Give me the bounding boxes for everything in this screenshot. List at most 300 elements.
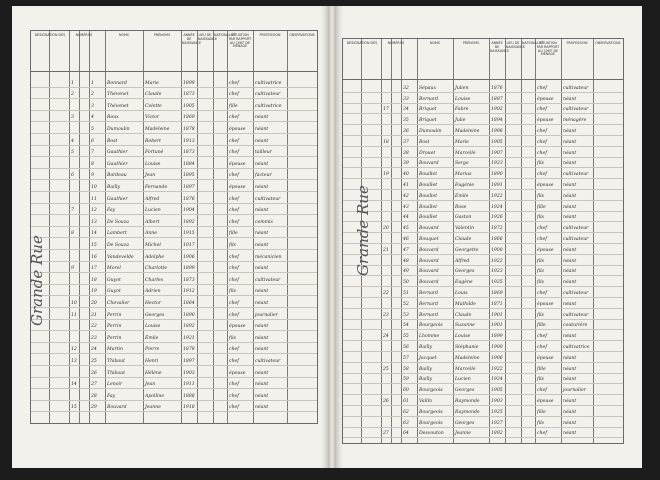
right-cell-situation: chef: [537, 150, 547, 156]
left-row-rule: [31, 307, 317, 308]
left-cell-nom: Perrin: [107, 324, 122, 330]
left-row-rule: [31, 98, 317, 99]
left-cell-prenom: Jean: [145, 173, 156, 179]
right-cell-profession: néant: [563, 96, 577, 102]
right-cell-situation: épouse: [537, 355, 554, 361]
left-cell-profession: néant: [255, 370, 269, 376]
left-row-rule: [31, 133, 317, 134]
left-cell-prenom: Victor: [145, 115, 160, 121]
left-cell-house: 10: [71, 301, 77, 306]
left-cell-prenom: Alfred: [145, 196, 160, 202]
right-cell-nom: Bouillet: [419, 183, 438, 188]
left-cell-house: 3: [71, 115, 74, 121]
right-cell-annee: 1892: [491, 431, 503, 437]
left-cell-profession: néant: [255, 335, 269, 341]
left-cell-profession: néant: [255, 208, 269, 214]
left-cell-annee: 1911: [183, 382, 195, 388]
left-row-rule: [31, 168, 317, 169]
right-cell-profession: néant: [563, 183, 577, 188]
left-row-rule: [31, 179, 317, 180]
street-name-left: Grande Rue: [28, 235, 46, 326]
left-row-rule: [31, 121, 317, 122]
left-header-designations: DÉSIGNATION DES: [34, 33, 66, 37]
right-row-rule: [343, 286, 623, 287]
left-cell-person: 24: [91, 347, 97, 353]
right-cell-person: 60: [403, 388, 409, 394]
right-cell-annee: 1922: [491, 366, 503, 372]
right-cell-situation: fils: [537, 215, 544, 221]
right-cell-profession: cultivatrice: [563, 345, 590, 350]
right-cell-person: 34: [403, 107, 409, 113]
right-cell-house: 17: [383, 107, 389, 113]
left-cell-prenom: Lucien: [145, 208, 161, 214]
left-row-rule: [31, 110, 317, 111]
right-cell-annee: 1923: [491, 269, 503, 275]
right-row-rule: [343, 232, 623, 233]
right-cell-person: 63: [403, 420, 409, 426]
left-cell-annee: 1892: [183, 324, 195, 330]
left-cell-person: 23: [91, 335, 97, 341]
right-cell-situation: épouse: [537, 96, 554, 102]
right-cell-profession: cultivateur: [563, 226, 589, 232]
right-cell-person: 46: [403, 237, 409, 242]
right-row-rule: [343, 297, 623, 298]
right-cell-annee: 1903: [491, 399, 503, 404]
right-cell-person: 42: [403, 193, 409, 199]
right-cell-prenom: Louise: [455, 96, 471, 102]
right-cell-profession: néant: [563, 399, 577, 404]
right-cell-profession: néant: [563, 139, 577, 145]
left-cell-annee: 1912: [183, 289, 195, 295]
right-cell-profession: cultivateur: [563, 291, 589, 296]
left-cell-nom: Morel: [107, 266, 121, 272]
left-cell-profession: tailleur: [255, 150, 272, 156]
left-cell-profession: néant: [255, 382, 269, 388]
left-row-rule: [31, 319, 317, 320]
left-cell-situation: fille: [229, 103, 238, 109]
left-cell-prenom: Claude: [145, 92, 162, 98]
right-row-rule: [343, 319, 623, 320]
left-cell-profession: néant: [255, 347, 269, 353]
right-cell-person: 38: [403, 150, 409, 156]
right-cell-person: 41: [403, 183, 409, 188]
left-cell-person: 22: [91, 324, 97, 330]
right-cell-person: 33: [403, 96, 409, 102]
right-cell-prenom: Claude: [455, 312, 472, 318]
left-cell-nom: Martin: [107, 347, 123, 353]
right-row-rule: [343, 221, 623, 222]
left-cell-profession: mécanicien: [255, 254, 282, 260]
left-cell-situation: chef: [229, 312, 239, 318]
right-cell-nom: Bernard: [419, 312, 439, 318]
right-cell-annee: 1871: [491, 301, 503, 307]
left-cell-annee: 1906: [183, 254, 195, 260]
left-cell-person: 6: [91, 138, 94, 144]
right-cell-prenom: Fabre: [455, 107, 469, 113]
right-cell-profession: cultivateur: [563, 172, 589, 178]
right-column-divider: [505, 39, 506, 443]
right-cell-situation: fille: [537, 204, 546, 210]
left-cell-person: 11: [91, 196, 97, 202]
right-row-rule: [343, 103, 623, 104]
right-cell-profession: néant: [563, 431, 577, 437]
left-cell-annee: 1884: [183, 161, 195, 167]
left-cell-situation: chef: [229, 266, 239, 272]
right-row-rule: [343, 200, 623, 201]
left-cell-profession: cultivateur: [255, 277, 281, 283]
right-cell-annee: 1926: [491, 215, 503, 221]
right-cell-person: 37: [403, 139, 409, 145]
left-cell-nom: Vandevelde: [107, 254, 134, 260]
left-row-rule: [31, 191, 317, 192]
right-cell-nom: Bouquet: [419, 237, 439, 242]
left-cell-situation: fils: [229, 289, 236, 295]
right-cell-annee: 1922: [491, 258, 503, 264]
left-row-rule: [31, 237, 317, 238]
right-cell-nom: Bourgeois: [419, 409, 443, 415]
left-cell-profession: cultivatrice: [255, 103, 282, 109]
right-cell-profession: cultivateur: [563, 237, 589, 242]
left-row-rule: [31, 295, 317, 296]
left-cell-situation: épouse: [229, 185, 246, 190]
left-row-rule: [31, 214, 317, 215]
left-row-rule: [31, 400, 317, 401]
right-cell-nom: Dumoulin: [419, 129, 442, 134]
right-cell-profession: cultivateur: [563, 312, 589, 318]
right-cell-nom: Bourgeois: [419, 388, 443, 394]
right-cell-nom: Bouillet: [419, 204, 438, 210]
left-cell-nom: Thévenet: [107, 92, 129, 98]
right-cell-profession: néant: [563, 366, 577, 372]
left-cell-nom: Guyot: [107, 289, 121, 295]
left-cell-annee: 1869: [183, 115, 195, 121]
right-cell-nom: Briquet: [419, 118, 437, 124]
right-row-rule: [343, 427, 623, 428]
right-cell-nom: Bourgeois: [419, 323, 443, 329]
right-row-rule: [343, 308, 623, 309]
right-cell-house: 23: [383, 312, 389, 318]
right-header-nationalite: NATIONALITÉ: [522, 41, 544, 45]
right-cell-profession: néant: [563, 193, 577, 199]
right-header-lieu: LIEU DE NAISSANCE: [506, 41, 526, 49]
left-cell-house: 2: [71, 92, 74, 98]
left-cell-nom: Perrin: [107, 335, 122, 341]
left-cell-nom: Fay: [107, 208, 116, 214]
right-cell-nom: Bouillet: [419, 193, 438, 199]
left-header-annee: ANNÉE DE NAISSANCE: [182, 33, 202, 45]
right-cell-annee: 1901: [491, 312, 503, 318]
right-cell-prenom: Marie: [455, 139, 469, 145]
left-cell-prenom: Michel: [145, 243, 161, 248]
right-header-divider: [343, 79, 623, 80]
left-cell-prenom: Henri: [145, 359, 159, 364]
right-cell-situation: chef: [537, 334, 547, 340]
right-column-divider: [521, 39, 522, 443]
right-cell-person: 44: [403, 215, 409, 221]
right-cell-person: 56: [403, 345, 409, 350]
left-cell-situation: chef: [229, 382, 239, 388]
right-cell-house: 24: [383, 334, 389, 340]
left-cell-prenom: Charles: [145, 277, 163, 283]
left-cell-prenom: Jeanne: [145, 405, 161, 411]
right-cell-nom: Bouvard: [419, 258, 439, 264]
left-cell-situation: chef: [229, 347, 239, 353]
left-header-profession: PROFESSION: [259, 33, 281, 37]
right-cell-prenom: Julien: [455, 85, 469, 91]
right-cell-profession: journalier: [563, 388, 586, 394]
right-row-rule: [343, 362, 623, 363]
left-cell-person: 10: [91, 185, 97, 190]
right-cell-nom: Bouvard: [419, 280, 439, 286]
right-row-rule: [343, 92, 623, 93]
right-cell-profession: cultivateur: [563, 107, 589, 113]
left-cell-annee: 1873: [183, 150, 195, 156]
right-cell-person: 54: [403, 323, 409, 329]
right-cell-person: 59: [403, 377, 409, 383]
census-table-right: [342, 38, 624, 444]
right-row-rule: [343, 416, 623, 417]
right-cell-profession: néant: [563, 247, 577, 253]
right-cell-annee: 1905: [491, 388, 503, 394]
left-cell-person: 27: [91, 382, 97, 388]
left-cell-profession: néant: [255, 115, 269, 121]
left-row-rule: [31, 353, 317, 354]
left-header-numeros: NUMÉROS: [75, 33, 93, 37]
right-cell-nom: Bouvard: [419, 226, 439, 232]
left-cell-profession: néant: [255, 301, 269, 306]
left-cell-prenom: Charlotte: [145, 266, 168, 272]
right-cell-person: 36: [403, 129, 409, 134]
left-row-rule: [31, 203, 317, 204]
right-cell-person: 47: [403, 247, 409, 253]
right-cell-person: 40: [403, 172, 409, 178]
left-cell-person: 5: [91, 127, 94, 132]
left-cell-profession: néant: [255, 231, 269, 237]
right-cell-person: 55: [403, 334, 409, 340]
left-cell-nom: Bouvard: [107, 405, 127, 411]
left-cell-prenom: Hélène: [145, 370, 162, 376]
right-row-rule: [343, 243, 623, 244]
right-row-rule: [343, 265, 623, 266]
left-cell-house: 8: [71, 231, 74, 237]
left-cell-person: 26: [91, 370, 97, 376]
right-cell-situation: chef: [537, 291, 547, 296]
left-cell-nom: De Souza: [107, 243, 129, 248]
right-cell-profession: ménagère: [563, 118, 587, 124]
right-cell-prenom: Mathilde: [455, 301, 476, 307]
right-column-divider: [561, 39, 562, 443]
left-cell-situation: chef: [229, 277, 239, 283]
right-cell-prenom: Jeanne: [455, 431, 471, 437]
right-cell-annee: 1901: [491, 323, 503, 329]
right-cell-nom: Desvouton: [419, 431, 444, 437]
right-header-designations: DÉSIGNATION DES: [346, 41, 378, 45]
right-cell-profession: néant: [563, 269, 577, 275]
right-cell-nom: Bouvard: [419, 269, 439, 275]
left-cell-person: 4: [91, 115, 94, 121]
right-cell-situation: chef: [537, 388, 547, 394]
left-cell-annee: 1878: [183, 347, 195, 353]
left-cell-situation: fille: [229, 231, 238, 237]
left-row-rule: [31, 330, 317, 331]
left-cell-situation: fils: [229, 335, 236, 341]
left-page: [12, 6, 328, 468]
left-cell-annee: 1918: [183, 405, 195, 411]
left-row-rule: [31, 411, 317, 412]
left-cell-situation: fils: [229, 243, 236, 248]
right-cell-annee: 1925: [491, 409, 503, 415]
right-cell-annee: 1906: [491, 355, 503, 361]
left-cell-profession: néant: [255, 266, 269, 272]
right-cell-profession: néant: [563, 129, 577, 134]
right-cell-prenom: Georges: [455, 269, 475, 275]
left-cell-profession: néant: [255, 138, 269, 144]
right-cell-situation: chef: [537, 345, 547, 350]
left-cell-prenom: Marie: [145, 80, 159, 86]
left-cell-profession: néant: [255, 127, 269, 132]
left-header-nom: NOMS: [119, 33, 129, 37]
right-cell-house: 19: [383, 172, 389, 178]
left-header-prenoms: PRÉNOMS: [153, 33, 171, 37]
right-cell-person: 53: [403, 312, 409, 318]
left-cell-person: 2: [91, 92, 94, 98]
left-cell-profession: facteur: [255, 173, 272, 179]
left-cell-prenom: Apolline: [145, 393, 165, 399]
right-row-rule: [343, 351, 623, 352]
left-cell-annee: 1864: [183, 301, 195, 306]
right-cell-profession: néant: [563, 215, 577, 221]
left-cell-person: 3: [91, 103, 94, 109]
right-cell-situation: chef: [537, 85, 547, 91]
right-row-rule: [343, 167, 623, 168]
right-cell-prenom: Georges: [455, 420, 475, 426]
left-row-rule: [31, 272, 317, 273]
right-cell-annee: 1922: [491, 193, 503, 199]
right-cell-prenom: Eugène: [455, 280, 473, 286]
left-row-rule: [31, 388, 317, 389]
left-cell-person: 14: [91, 231, 97, 237]
right-cell-nom: Bailly: [419, 377, 433, 383]
left-cell-annee: 1917: [183, 243, 195, 248]
right-cell-house: 25: [383, 366, 389, 372]
left-cell-nom: Perrin: [107, 312, 122, 318]
right-header-situation: SITUATION PAR RAPPORT AU CHEF DE MÉNAGE: [536, 41, 560, 57]
right-cell-situation: fils: [537, 312, 544, 318]
left-cell-nom: Thibaut: [107, 370, 125, 376]
right-cell-annee: 1925: [491, 280, 503, 286]
left-cell-annee: 1899: [183, 80, 195, 86]
left-cell-person: 7: [91, 150, 94, 156]
left-header-nationalite: NATIONALITÉ: [214, 33, 236, 37]
right-cell-prenom: Rose: [455, 204, 467, 210]
right-row-rule: [343, 275, 623, 276]
right-cell-situation: épouse: [537, 183, 554, 188]
left-header-situation: SITUATION PAR RAPPORT AU CHEF DE MÉNAGE: [228, 33, 252, 49]
right-row-rule: [343, 394, 623, 395]
left-cell-prenom: Adrien: [145, 289, 161, 295]
left-cell-prenom: Hector: [145, 301, 162, 306]
right-cell-nom: Bost: [419, 139, 430, 145]
left-header-observations: OBSERVATIONS: [289, 33, 315, 37]
left-cell-person: 13: [91, 219, 97, 225]
left-cell-profession: néant: [255, 289, 269, 295]
book-spine: [328, 6, 336, 468]
left-cell-annee: 1876: [183, 196, 195, 202]
right-cell-person: 57: [403, 355, 409, 361]
left-cell-annee: 1913: [183, 138, 195, 144]
right-cell-prenom: Louis: [455, 291, 468, 296]
right-cell-situation: fils: [537, 193, 544, 199]
right-cell-situation: fille: [537, 366, 546, 372]
left-cell-annee: 1921: [183, 335, 195, 341]
right-column-divider: [535, 39, 536, 443]
left-cell-situation: chef: [229, 138, 239, 144]
left-cell-prenom: Adolphe: [145, 254, 165, 260]
left-cell-situation: épouse: [229, 161, 246, 167]
left-cell-annee: 1897: [183, 359, 195, 364]
right-cell-prenom: Gaston: [455, 215, 472, 221]
left-cell-annee: 1878: [183, 127, 195, 132]
right-cell-profession: couturière: [563, 323, 588, 329]
left-cell-situation: chef: [229, 219, 239, 225]
right-cell-situation: fils: [537, 377, 544, 383]
left-row-rule: [31, 342, 317, 343]
right-cell-nom: Jacquet: [419, 355, 437, 361]
left-cell-house: 15: [71, 405, 77, 411]
left-cell-house: 1: [71, 80, 74, 86]
right-row-rule: [343, 254, 623, 255]
left-cell-house: 12: [71, 347, 77, 353]
right-row-rule: [343, 437, 623, 438]
left-cell-annee: 1873: [183, 277, 195, 283]
left-cell-prenom: Robert: [145, 138, 161, 144]
right-cell-situation: chef: [537, 226, 547, 232]
right-cell-annee: 1905: [491, 139, 503, 145]
right-cell-annee: 1894: [491, 118, 503, 124]
right-cell-house: 20: [383, 226, 389, 232]
right-cell-situation: fils: [537, 258, 544, 264]
right-cell-annee: 1927: [491, 420, 503, 426]
left-cell-person: 16: [91, 254, 97, 260]
right-cell-prenom: Valentin: [455, 226, 475, 232]
left-cell-house: 11: [71, 312, 77, 318]
left-cell-person: 28: [91, 393, 97, 399]
left-cell-profession: cultivateur: [255, 359, 281, 364]
right-cell-annee: 1906: [491, 129, 503, 134]
right-cell-annee: 1890: [491, 172, 503, 178]
right-cell-situation: chef: [537, 107, 547, 113]
left-cell-nom: Gauthier: [107, 150, 128, 156]
left-cell-nom: Bost: [107, 138, 118, 144]
right-cell-situation: épouse: [537, 301, 554, 307]
left-cell-prenom: Fortuné: [145, 150, 164, 156]
right-cell-profession: néant: [563, 409, 577, 415]
right-cell-person: 39: [403, 161, 409, 167]
right-cell-prenom: Eugénie: [455, 183, 475, 188]
right-cell-situation: fils: [537, 420, 544, 426]
left-cell-person: 21: [91, 312, 97, 318]
left-cell-profession: néant: [255, 161, 269, 167]
right-row-rule: [343, 383, 623, 384]
left-cell-person: 1: [91, 80, 94, 86]
right-cell-nom: Sépaux: [419, 85, 437, 91]
left-cell-profession: commis: [255, 219, 273, 225]
right-cell-situation: fils: [537, 161, 544, 167]
right-cell-prenom: Émile: [455, 193, 469, 199]
right-row-rule: [343, 178, 623, 179]
right-cell-annee: 1872: [491, 226, 503, 232]
right-cell-profession: néant: [563, 334, 577, 340]
